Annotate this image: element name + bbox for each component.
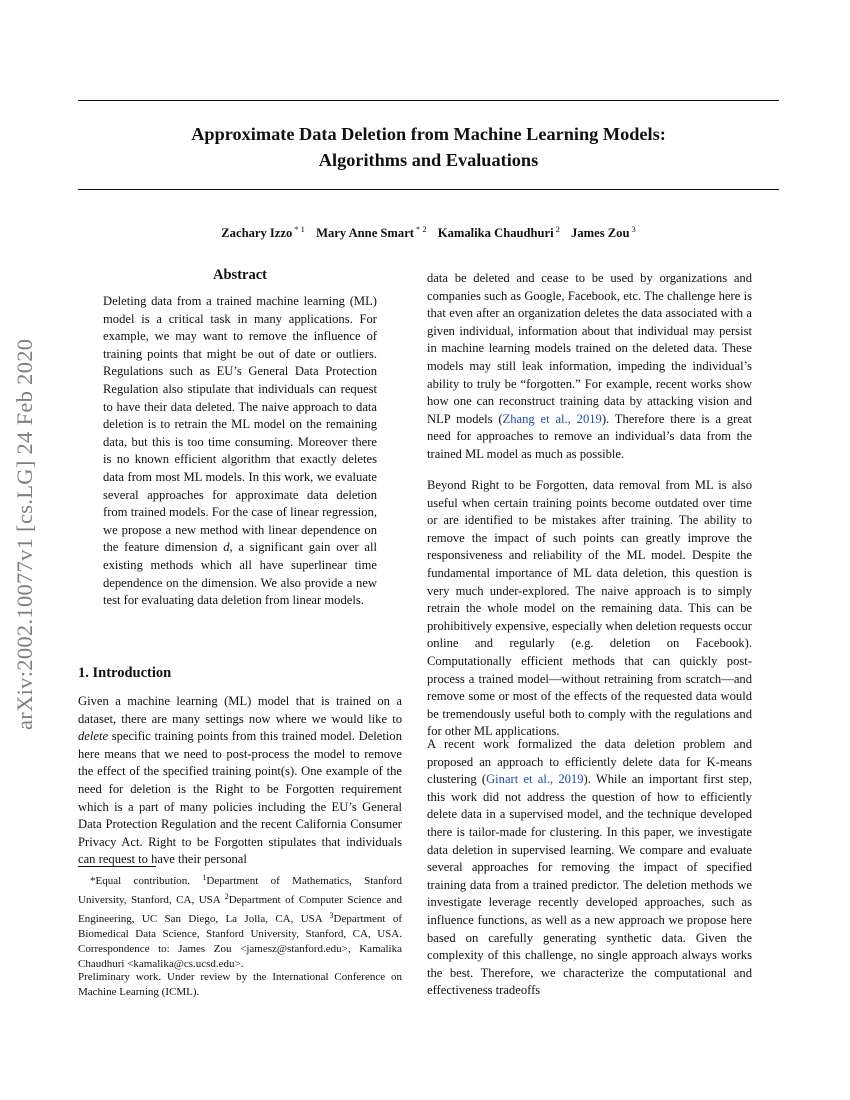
paragraph-text: Given a machine learning (ML) model that is trained on a dataset, there are many settings now where we would like to — [78, 694, 402, 726]
paragraph-text: A recent work formalized the data deletion problem and proposed an approach to efficiently delete data for K-means clustering ( — [427, 737, 752, 787]
paragraph-text: specific training points from this trained model. Deletion here means that we need to post-process the model to remove the effect of the specified training point(s). One example of the need for deletion is the Right to be Forgotten requirement which is a part of many policies including the EU’s General Data Protection Regulation and the recent California Consumer Privacy Act. Right to be Forgotten stipulates that individuals can request to have their personal — [78, 729, 402, 867]
author-affiliation-mark: 3 — [631, 224, 636, 234]
title-line-1: Approximate Data Deletion from Machine Learning Models: — [191, 124, 666, 144]
title-top-rule — [78, 100, 779, 101]
paragraph-text: data be deleted and cease to be used by organizations and companies such as Google, Facebook, etc. The challenge here is that even after an organization deletes the data associated with a given individual, information about that individual may persist in machine learning models trained on the deleted data. These models may still leak information, impeding the individual’s ability to truly be “forgotten.” For example, recent works show how one can reconstruct training data by attacking vision and NLP models ( — [427, 271, 752, 426]
author-name: James Zou — [571, 226, 630, 240]
citation-link[interactable]: Ginart et al., 2019 — [486, 772, 584, 787]
footnote-part: Department of Mathematics, Stanford University, Stanford, CA, USA — [78, 875, 402, 906]
intro-paragraph — [427, 736, 752, 1000]
intro-paragraph: Beyond Right to be Forgotten, data removal from ML is also useful when certain training points become outdated over time or are identified to be mistakes after training. The ability to remove the impact of such points can greatly improve the responsiveness and reliability of the ML model. Despite the fundamental importance of ML data deletion, this question is very much under-explored. The naive approach is to simply retrain the whole model on the remaining data. This can be prohibitively expensive, especially when deletion requests occur online and regularly (e.g. deletion on Facebook). Computationally efficient methods that can quickly post-process a trained model—without retraining from scratch—and remove some or most of the effects of the requested data would be tremendously useful both to comply with the regulations and for other ML applications. — [427, 478, 752, 739]
author-affiliation-mark: 2 — [555, 224, 560, 234]
author-affiliation-mark: * 1 — [294, 224, 305, 234]
author-name: Zachary Izzo — [221, 226, 293, 240]
author — [438, 226, 560, 240]
footnote-mark: 3 — [329, 911, 334, 920]
footnote — [78, 870, 402, 972]
footnote-part: Department of Computer Science and Engineering, UC San Diego, La Jolla, CA, USA — [78, 894, 402, 925]
abstract-text — [103, 293, 377, 610]
paper-title — [78, 121, 779, 173]
title-line-2: Algorithms and Evaluations — [318, 150, 539, 170]
footnote-mark: 1 — [202, 873, 207, 882]
footnote-text — [78, 870, 402, 972]
author — [571, 226, 636, 240]
paragraph-text: ). Therefore there is a great need for approaches to remove an individual’s data from the trained ML model as much as possible. — [427, 411, 753, 461]
author — [316, 226, 427, 240]
emphasized-text: delete — [78, 729, 109, 744]
abstract-text-part: Deleting data from a trained machine learning (ML) model is a critical task in many applications. For example, we may want to remove the influence of training points that might be out of date or outliers. Regulations such as EU’s General Data Protection Regulation also stipulate that individuals can request to have their data deleted. The naive approach to data deletion is to retrain the ML model on the remaining data, but this is too time consuming. Moreover there is no known efficient algorithm that exactly deletes data from most ML models. In this work, we evaluate several approaches for approximate data deletion from trained models. For the case of linear regression, we propose a new method with linear dependence on the feature dimension — [103, 294, 377, 555]
paragraph-text: ). While an important first step, this work did not address the question of how to efficiently delete data in a supervised model, and the technique developed there is tailor-made for clustering. In this paper, we investigate data deletion in supervised learning. We compare and evaluate several approaches for removing the impact of specified training data from a trained predictor. The deletion methods we investigate leverage recently developed approaches, such as influence functions, as well as a new approach we propose here based on carefully generating synthetic data. Given the complexity of this challenge, no single approach always works the best. Therefore, we characterize the computational and effectiveness tradeoffs — [427, 772, 752, 998]
title-bottom-rule — [78, 189, 779, 190]
footnote-rule — [78, 866, 156, 867]
section-heading-introduction: 1. Introduction — [78, 665, 172, 681]
footnote-part: *Equal contribution. — [90, 875, 203, 887]
author — [221, 226, 305, 240]
arxiv-identifier-stamp: arXiv:2002.10077v1 [cs.LG] 24 Feb 2020 — [12, 338, 37, 731]
intro-paragraph — [427, 270, 752, 464]
author-affiliation-mark: * 2 — [416, 224, 427, 234]
abstract-heading: Abstract — [213, 267, 267, 283]
preliminary-note: Preliminary work. Under review by the International Conference on Machine Learning (ICML). — [78, 971, 402, 998]
author-name: Mary Anne Smart — [316, 226, 415, 240]
footnote-part: Department of Biomedical Data Science, Stanford University, Stanford, CA, USA. Correspondence to: James Zou <jamesz@stanford.edu>, Kamalika Chaudhuri <kamalika@cs.ucsd.edu>. — [78, 913, 402, 970]
footnote-mark: 2 — [224, 892, 229, 901]
intro-paragraph — [78, 693, 402, 869]
citation-link[interactable]: Zhang et al., 2019 — [502, 411, 602, 426]
math-symbol: d — [223, 540, 230, 555]
author-name: Kamalika Chaudhuri — [437, 226, 554, 240]
author-list — [78, 221, 779, 241]
abstract-text-part: , a significant gain over all existing methods which all have superlinear time dependence on the dimension. We also provide a new test for evaluating data deletion from linear models. — [103, 540, 377, 608]
